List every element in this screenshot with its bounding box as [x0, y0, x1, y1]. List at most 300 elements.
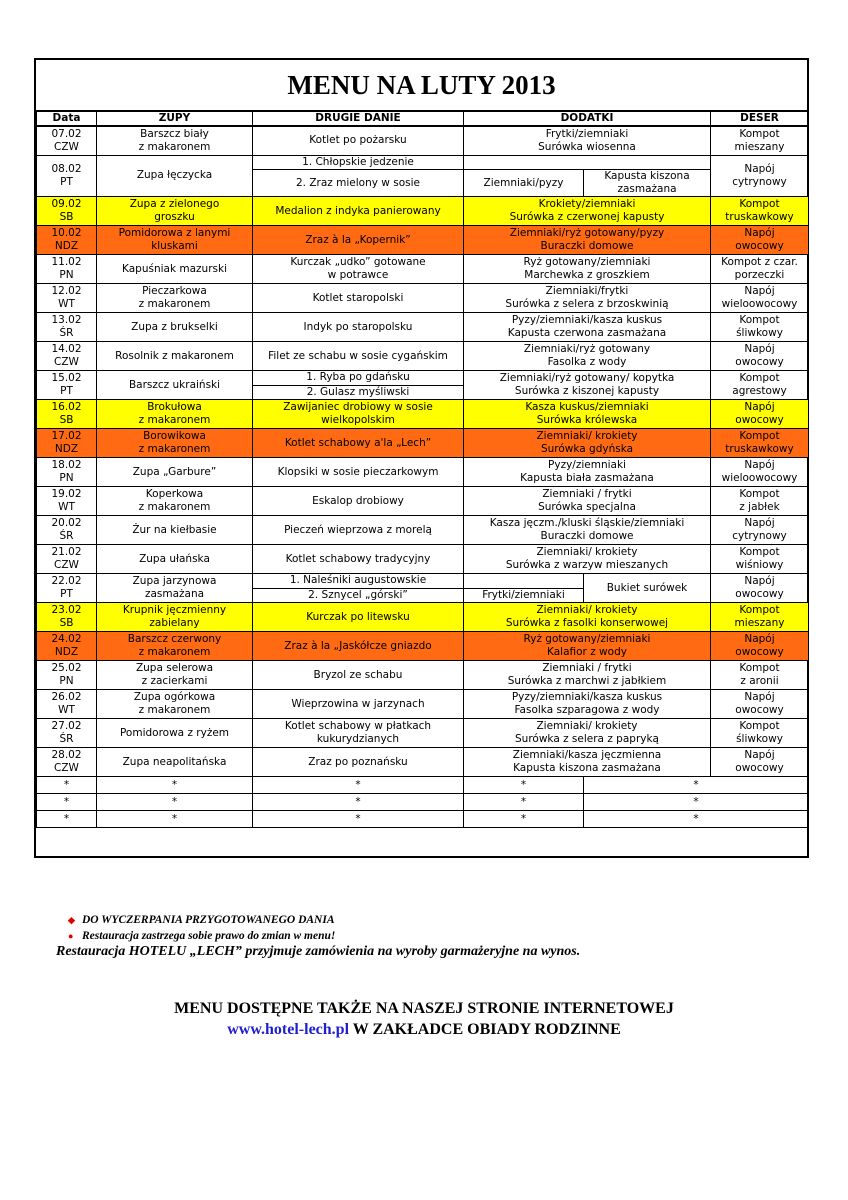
cell-line: Pieczarkowa — [142, 285, 207, 297]
dessert-cell — [711, 400, 809, 429]
date-cell — [37, 603, 97, 632]
main-dish-cell — [253, 748, 464, 777]
date: 17.02 — [51, 430, 82, 442]
weekday: PN — [59, 472, 74, 484]
cell-line: Wieprzowina w jarzynach — [291, 697, 425, 710]
cell-line: Krokiety/ziemniaki — [538, 198, 636, 210]
soup-cell — [97, 545, 253, 574]
date: 24.02 — [51, 633, 82, 645]
cell-line: Napój — [744, 285, 775, 297]
date-cell — [37, 226, 97, 255]
cell-line: wieloowocowy — [721, 472, 798, 484]
main-dish-cell — [253, 632, 464, 661]
cell-line: owocowy — [735, 356, 784, 368]
cell-line: z aronii — [740, 675, 779, 687]
menu-table — [36, 110, 809, 828]
cell-line: Ziemniaki/kasza jęczmienna — [512, 749, 662, 761]
cell-line: kluskami — [151, 240, 198, 252]
cell-line: Filet ze schabu w sosie cygańskim — [268, 349, 448, 362]
date: 27.02 — [51, 720, 82, 732]
main-dish-option-1 — [253, 155, 464, 170]
header-row — [37, 111, 809, 126]
date: 16.02 — [51, 401, 82, 413]
bullet-icon: ● — [68, 931, 74, 941]
menu-row — [37, 400, 809, 429]
menu-row — [37, 661, 809, 690]
empty-row — [37, 811, 809, 828]
header-main: DRUGIE DANIE — [253, 111, 464, 126]
cell-line: z zacierkami — [141, 675, 208, 687]
cell-line: mieszany — [734, 140, 785, 153]
menu-row — [37, 255, 809, 284]
date: 10.02 — [51, 227, 82, 239]
weekday: WT — [58, 704, 75, 716]
main-dish-cell — [253, 313, 464, 342]
cell-line: Napój — [744, 459, 775, 471]
menu-row — [37, 632, 809, 661]
weekday: NDZ — [54, 646, 79, 658]
main-dish-cell — [253, 226, 464, 255]
cell-line: Zawijaniec drobiowy w sosie — [283, 401, 433, 413]
main-dish-option-2 — [253, 588, 464, 603]
date: 07.02 — [51, 127, 82, 140]
sides-cell — [464, 429, 711, 458]
menu-row — [37, 371, 809, 386]
cell-line: porzeczki — [734, 269, 785, 281]
cell-line: Kompot — [739, 314, 780, 326]
date-cell — [37, 284, 97, 313]
cell-line: owocowy — [735, 762, 784, 774]
cell-line: 1. Ryba po gdańsku — [306, 371, 410, 384]
cell-line: Zraz à la „Kopernik” — [305, 233, 411, 246]
cell-line: Barszcz ukraiński — [128, 378, 221, 391]
sides-cell — [464, 197, 711, 226]
cell-line: Kompot — [739, 127, 780, 140]
cell-line: cytrynowy — [732, 530, 787, 542]
cell-line: wielkopolskim — [321, 414, 395, 426]
cell-line: Kompot — [739, 546, 780, 558]
cell-line: z makaronem — [138, 298, 211, 310]
date-cell — [37, 429, 97, 458]
cell-line: Klopsiki w sosie pieczarkowym — [277, 465, 439, 478]
cell-line: Kapusta kiszona — [604, 170, 690, 182]
weekday: PN — [59, 269, 74, 281]
weekday: CZW — [54, 559, 79, 571]
cell-line: Frytki/ziemniaki — [482, 588, 565, 601]
cell-line: Kasza jęczm./kluski śląskie/ziemniaki — [489, 517, 685, 529]
main-dish-cell — [253, 458, 464, 487]
cell-line: Eskalop drobiowy — [312, 494, 404, 507]
menu-row — [37, 719, 809, 748]
cell-line: Zupa ułańska — [139, 552, 210, 565]
sides-cell-left — [464, 588, 584, 603]
cell-line: Kotlet staropolski — [312, 291, 404, 304]
menu-row — [37, 155, 809, 170]
dessert-cell — [711, 603, 809, 632]
date-cell — [37, 690, 97, 719]
date: 15.02 — [51, 372, 82, 384]
placeholder-cell — [584, 794, 809, 811]
cell-line: Zraz à la „Jaskółcze gniazdo — [284, 639, 432, 652]
soup-cell — [97, 487, 253, 516]
cell-line: owocowy — [735, 646, 784, 658]
cell-line: Pyzy/ziemniaki/kasza kuskus — [511, 691, 663, 703]
date: 18.02 — [51, 459, 82, 471]
main-dish-option-2 — [253, 170, 464, 197]
soup-cell — [97, 155, 253, 197]
sides-cell — [464, 371, 711, 400]
cell-line: * — [520, 795, 527, 808]
cell-line: Ziemniaki/ krokiety — [536, 430, 638, 442]
date: 26.02 — [51, 691, 82, 703]
footer-line-1: MENU DOSTĘPNE TAKŻE NA NASZEJ STRONIE INTERNETOWEJ — [174, 1000, 674, 1017]
date: 21.02 — [51, 546, 82, 558]
main-dish-cell — [253, 400, 464, 429]
cell-line: Pomidorowa z ryżem — [119, 726, 230, 739]
cell-line: owocowy — [735, 240, 784, 252]
date: 20.02 — [51, 517, 82, 529]
cell-line: Kotlet schabowy w płatkach — [284, 720, 432, 732]
weekday: CZW — [54, 140, 79, 153]
cell-line: Barszcz biały — [140, 127, 209, 140]
cell-line: zasmażana — [617, 183, 677, 195]
date-cell — [37, 487, 97, 516]
weekday: SB — [59, 414, 74, 426]
weekday: PT — [60, 588, 73, 600]
cell-line: Zupa „Garbure” — [132, 465, 217, 478]
dessert-cell — [711, 661, 809, 690]
main-dish-cell — [253, 487, 464, 516]
cell-line: z jabłek — [739, 501, 780, 513]
date-cell — [37, 342, 97, 371]
date-cell — [37, 719, 97, 748]
weekday: SB — [59, 617, 74, 629]
cell-line: * — [355, 795, 361, 808]
cell-line: 2. Sznycel „górski” — [308, 588, 408, 601]
cell-line: * — [355, 778, 361, 791]
soup-cell — [97, 661, 253, 690]
soup-cell — [97, 342, 253, 371]
date-cell — [37, 400, 97, 429]
cell-line: 2. Zraz mielony w sosie — [296, 176, 420, 189]
soup-cell — [97, 690, 253, 719]
cell-line: Zupa z brukselki — [131, 320, 218, 333]
soup-cell — [97, 126, 253, 155]
soup-cell — [97, 197, 253, 226]
sides-cell — [464, 284, 711, 313]
date-cell — [37, 661, 97, 690]
cell-line: agrestowy — [732, 385, 787, 397]
cell-line: śliwkowy — [736, 733, 783, 745]
menu-row — [37, 458, 809, 487]
takeaway-note: Restauracja HOTELU „LECH” przyjmuje zamówienia na wyroby garmażeryjne na wynos. — [56, 944, 581, 959]
cell-line: Napój — [744, 401, 775, 413]
cell-line: Bukiet surówek — [606, 581, 688, 594]
cell-line: Kapuśniak mazurski — [122, 262, 227, 275]
sides-cell — [464, 487, 711, 516]
placeholder-cell — [97, 811, 253, 828]
dessert-cell — [711, 313, 809, 342]
cell-line: w potrawce — [327, 269, 389, 281]
date-cell — [37, 516, 97, 545]
empty-row — [37, 794, 809, 811]
date: 25.02 — [51, 662, 82, 674]
placeholder-cell — [464, 811, 584, 828]
sides-cell — [464, 458, 711, 487]
soup-cell — [97, 429, 253, 458]
main-dish-cell — [253, 255, 464, 284]
date: 08.02 — [51, 162, 82, 175]
menu-row — [37, 603, 809, 632]
soup-cell — [97, 603, 253, 632]
main-dish-cell — [253, 197, 464, 226]
main-dish-cell — [253, 429, 464, 458]
weekday: WT — [58, 298, 75, 310]
note-2-text: Restauracja zastrzega sobie prawo do zmian w menu! — [82, 930, 336, 942]
cell-line: Kapusta biała zasmażana — [520, 472, 654, 484]
dessert-cell — [711, 574, 809, 603]
note-1 — [68, 912, 335, 928]
notes — [56, 912, 581, 959]
cell-line: Surówka z warzyw mieszanych — [505, 559, 669, 571]
soup-cell — [97, 255, 253, 284]
date: 11.02 — [51, 256, 82, 268]
cell-line: Brokułowa — [147, 401, 202, 413]
cell-line: Zupa łęczycka — [136, 169, 213, 182]
date-cell — [37, 255, 97, 284]
cell-line: Marchewka z groszkiem — [524, 269, 650, 281]
cell-line: * — [171, 812, 178, 825]
date: 19.02 — [51, 488, 82, 500]
cell-line: Rosolnik z makaronem — [115, 349, 234, 362]
date-cell — [37, 458, 97, 487]
cell-line: Surówka królewska — [536, 414, 638, 426]
cell-line: 1. Naleśniki augustowskie — [289, 574, 427, 587]
sides-cell — [464, 255, 711, 284]
menu-row — [37, 126, 809, 155]
cell-line: Pyzy/ziemniaki — [548, 459, 626, 471]
menu-row — [37, 690, 809, 719]
menu-row — [37, 748, 809, 777]
placeholder-cell — [97, 794, 253, 811]
cell-line: Ziemniaki/ krokiety — [536, 720, 638, 732]
sides-cell — [464, 226, 711, 255]
placeholder-cell: * — [37, 811, 97, 828]
cell-line: Ziemniaki/frytki — [545, 285, 629, 297]
cell-line: Napój — [744, 162, 775, 175]
cell-line: 2. Gulasz myśliwski — [306, 385, 410, 398]
cell-line: Indyk po staropolsku — [303, 320, 413, 333]
cell-line: Surówka z selera z papryką — [515, 733, 659, 745]
note-1-text: DO WYCZERPANIA PRZYGOTOWANEGO DANIA — [82, 914, 335, 926]
sides-cell — [464, 342, 711, 371]
dessert-cell — [711, 371, 809, 400]
sides-cell — [464, 719, 711, 748]
cell-line: Zupa jarzynowa — [132, 575, 217, 587]
cell-line: z makaronem — [138, 443, 211, 455]
cell-line: * — [171, 778, 178, 791]
website-link[interactable]: www.hotel-lech.pl — [227, 1021, 350, 1038]
cell-line: Ryż gotowany/ziemniaki — [523, 633, 651, 645]
date-cell — [37, 197, 97, 226]
date: 23.02 — [51, 604, 82, 616]
note-2 — [68, 928, 335, 944]
cell-line: Surówka z fasolki konserwowej — [505, 617, 669, 629]
sides-cell — [464, 516, 711, 545]
placeholder-cell — [253, 777, 464, 794]
cell-line: Pyzy/ziemniaki/kasza kuskus — [511, 314, 663, 326]
cell-line: Kotlet schabowy tradycyjny — [285, 552, 431, 565]
cell-line: Kapusta kiszona zasmażana — [513, 762, 661, 774]
cell-line: Fasolka z wody — [547, 356, 627, 368]
sides-cell — [464, 126, 711, 155]
main-dish-option-1 — [253, 371, 464, 386]
dessert-cell — [711, 226, 809, 255]
cell-line: Żur na kiełbasie — [132, 523, 217, 536]
cell-line: Ziemniaki/ryż gotowany/ kopytka — [499, 372, 675, 384]
date-cell — [37, 155, 97, 197]
cell-line: Surówka z selera z brzoskwinią — [505, 298, 669, 310]
date: 22.02 — [51, 575, 82, 587]
cell-line: Surówka specjalna — [538, 501, 636, 513]
cell-line: Napój — [744, 517, 775, 529]
cell-line: Kurczak po litewsku — [306, 610, 410, 623]
cell-line: mieszany — [734, 617, 785, 629]
cell-line: owocowy — [735, 588, 784, 600]
date: 12.02 — [51, 285, 82, 297]
header-sides: DODATKI — [464, 111, 711, 126]
weekday: ŚR — [59, 733, 74, 745]
cell-line: Surówka z kiszonej kapusty — [514, 385, 660, 397]
date-cell — [37, 126, 97, 155]
cell-line: Kompot — [739, 720, 780, 732]
header-dessert: DESER — [711, 111, 809, 126]
cell-line: Bryzol ze schabu — [313, 668, 403, 681]
date-cell — [37, 748, 97, 777]
sides-cell — [464, 545, 711, 574]
dessert-cell — [711, 545, 809, 574]
cell-line: Kompot z czar. — [721, 256, 798, 268]
weekday: PT — [60, 175, 73, 188]
cell-line: * — [520, 778, 527, 791]
dessert-cell — [711, 197, 809, 226]
menu-row — [37, 342, 809, 371]
cell-line: Kasza kuskus/ziemniaki — [525, 401, 649, 413]
soup-cell — [97, 458, 253, 487]
header-soups: ZUPY — [97, 111, 253, 126]
main-dish-cell — [253, 690, 464, 719]
cell-line: cytrynowy — [732, 175, 787, 188]
soup-cell — [97, 574, 253, 603]
dessert-cell — [711, 690, 809, 719]
weekday: NDZ — [54, 240, 79, 252]
main-dish-cell — [253, 284, 464, 313]
weekday: ŚR — [59, 530, 74, 542]
cell-line: Kompot — [739, 662, 780, 674]
soup-cell — [97, 313, 253, 342]
menu-row — [37, 226, 809, 255]
cell-line: Frytki/ziemniaki — [545, 127, 629, 140]
date-cell — [37, 313, 97, 342]
sides-cell-left — [464, 170, 584, 197]
cell-line: groszku — [154, 211, 195, 223]
weekday: CZW — [54, 356, 79, 368]
cell-line: Fasolka szparagowa z wody — [514, 704, 660, 716]
cell-line: Kompot — [739, 488, 780, 500]
main-dish-cell — [253, 342, 464, 371]
cell-line: 1. Chłopskie jedzenie — [302, 155, 414, 168]
cell-line: z makaronem — [138, 646, 211, 658]
menu-row — [37, 487, 809, 516]
cell-line: Kompot — [739, 372, 780, 384]
placeholder-cell: * — [37, 777, 97, 794]
date: 14.02 — [51, 343, 82, 355]
cell-line: Ziemniaki / frytki — [542, 488, 632, 500]
cell-line: Zupa z zielonego — [129, 198, 220, 210]
cell-line: Koperkowa — [145, 488, 204, 500]
cell-line: Ziemniaki/ryż gotowany — [523, 343, 651, 355]
date-cell — [37, 545, 97, 574]
dessert-cell — [711, 516, 809, 545]
cell-line: Surówka z czerwonej kapusty — [509, 211, 665, 223]
cell-line: Ziemniaki/pyzy — [483, 176, 564, 189]
cell-line: zabielany — [149, 617, 200, 629]
sides-cell — [464, 313, 711, 342]
header-date: Data — [37, 111, 97, 126]
dessert-cell — [711, 284, 809, 313]
cell-line: * — [693, 778, 699, 791]
cell-line: Napój — [744, 749, 775, 761]
menu-row — [37, 516, 809, 545]
main-dish-option-2 — [253, 385, 464, 400]
empty-row — [37, 777, 809, 794]
date: 28.02 — [51, 749, 82, 761]
dessert-cell — [711, 458, 809, 487]
date: 09.02 — [51, 198, 82, 210]
dessert-cell — [711, 748, 809, 777]
footer-line-2-text: W ZAKŁADCE OBIADY RODZINNE — [349, 1021, 621, 1038]
cell-line: Ziemniaki/ krokiety — [536, 604, 638, 616]
cell-line: Buraczki domowe — [540, 530, 634, 542]
main-dish-cell — [253, 603, 464, 632]
cell-line: Zraz po poznańsku — [308, 755, 408, 768]
dessert-cell — [711, 487, 809, 516]
cell-line: Ryż gotowany/ziemniaki — [523, 256, 651, 268]
cell-line: śliwkowy — [736, 327, 783, 339]
sides-cell — [464, 661, 711, 690]
cell-line: z makaronem — [138, 414, 211, 426]
dessert-cell — [711, 632, 809, 661]
cell-line: zasmażana — [144, 588, 205, 600]
cell-line: Napój — [744, 227, 775, 239]
date-cell — [37, 632, 97, 661]
sides-cell — [464, 690, 711, 719]
weekday: WT — [58, 501, 75, 513]
cell-line: Medalion z indyka panierowany — [275, 204, 441, 217]
weekday: PT — [60, 385, 73, 397]
weekday: PN — [59, 675, 74, 687]
menu-row — [37, 429, 809, 458]
footer-line-2 — [0, 1021, 848, 1039]
placeholder-cell: * — [37, 794, 97, 811]
sides-cell — [464, 400, 711, 429]
main-dish-cell — [253, 545, 464, 574]
main-dish-cell — [253, 661, 464, 690]
sides-cell-top — [464, 155, 711, 170]
cell-line: Surówka wiosenna — [538, 140, 636, 153]
cell-line: Zupa neapolitańska — [122, 755, 227, 768]
dessert-cell — [711, 155, 809, 197]
